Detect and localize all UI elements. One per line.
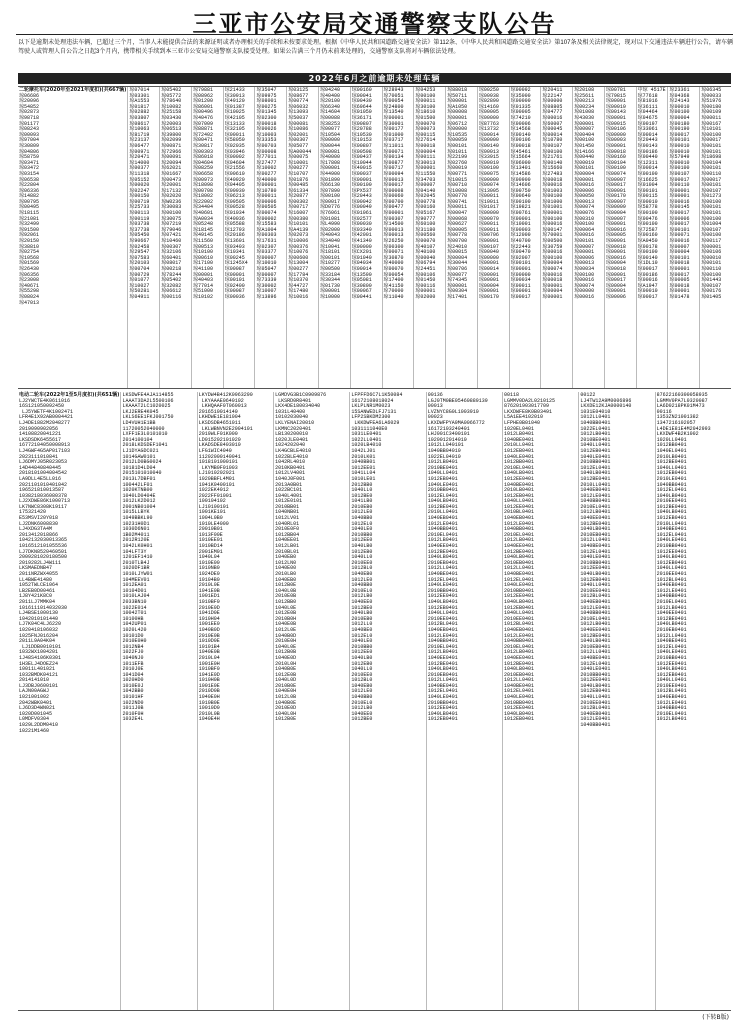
- group-heading: 电动二轮车(2022年1至5月度扣)(共651辆): [19, 392, 120, 398]
- plate-list: 琼35047 琼09975 琼08001 琼00275 琼01345 琼02300 琼00018 琼00026 琼10003 琼33353 琼00703 琼00008 琼77011 琼27477 琼10002 琼00277 琼40000 琼00001 琼10780 琼00011 琼00006 琼00505 琼00074 琼00002 琼15583 琼A1004 琼00303 琼17631 琼02307 琼03377 琼00007 琼10010 琼05047 琼00007 琼73339 琼30002 琼10007 琼13896: [256, 87, 277, 300]
- plate-list: 琼07014 琼03301 琼A1553 琼01817 琼02882 琼03807 琼08617 琼10063 琼81719 琼23137 琼06477 琼00971 琼20471 琼14000 琼00377 琼11318 琼05152 琼00020 琼02247 琼00150 琼00719 琼25733 琼00113 琼00119 琼03738 琼37738 琼05450 琼90667 琼02458 琼29547 琼07583 琼20103 琼00704 琼00729 琼01077 琼10027 琼50281 琼04911: [129, 87, 150, 300]
- plate-column: [478, 87, 510, 388]
- plate-list: 琼23361 琼04368 琼24143 琼00010 琼00100 琼00004 琼00180 琼00190 琼00017 琼00101 琼00010 琼00010 琼57949 琼00010 琼00100 琼00107 琼00017 琼00110 琼00001 琼00001 琼00016 琼00145 琼00017 琼00006 琼00017 琼00101 琼00071 琼00016 琼00007 琼00004 琼00101 琼00018 琼00001 琼00017 琼00005 琼00018 琼00001 琼01478: [669, 87, 690, 300]
- plate-list: 琼04240 琼40400 琼20100 琼66340 琼14604 琼00088 琼38253 琼00077 琼10504 琼00000 琼00044 琼00081 琼40000 琼17808 琼00001 琼44900 琼01890 琼66130 琼07890 琼00100 琼00017 琼D0776 琼76061 琼01081 琼L4990 琼02000 琼40043 琼34040 琼10041 琼18101 琼00101 琼10277 琼00500 琼33184 琼30344 琼01730 琼00001 琼10000: [320, 87, 341, 300]
- plate-list: 琼20108 琼25611 琼00213 琼00234 琼01008 琼43030 琼00001 琼00007 琼00404 琼00100 琼01450 琼14166 琼00440 琼00019 琼00101 琼00004 琼00001 琼00016 琼00006 琼00050 琼00013 琼00074 琼00076 琼00310 琼00100 琼00064 琼00016 琼00101 琼00007 琼00001 琼00006 琼00013 琼00034 琼00100 琼00016 琼00074 琼00000 琼00016: [574, 87, 595, 300]
- plate-column: [192, 87, 224, 388]
- plate-column: [350, 392, 426, 1010]
- plate-list: 琼00160 琼00041 琼00430 琼69644 琼01050 琼36171 琼00807 琼20788 琼10530 琼10153 琼00807 琼00598 琼00437 琼10044 琼40015 琼00037 琼00001 琼00100 琼PX537 琼20443 琼00042 琼00049 琼01061 琼02577 琼00030 琼03340 琼42001 琼41340 琼00000 琼CX201 琼01040 琼04034 琼00014 琼13590 琼05081 琼30800 琼00067 琼00441: [351, 87, 372, 300]
- plate-list: 00122 LJ4TW12A9M0006896 LKXDE12KJA0000140 1031E04010 1012LL0401 1040BB0401 1022EL0401 1012LB0401 2010BE0401 1040LL0401 1012EB0401 1040LE0401 2010BB0401 1012EL0401 1040LB0401 1012BE0401 2010LL0401 1040EB0401 1012LE0401 1040BB0401 2010EL0401 1012LB0401 1040EE0401 1012BE0401 1040LB0401 2010EB0401 1012LL0401 1040BE0401 1012EL0401 1040LE0401 2010BB0401 1012EE0401 1040LB0401 1012EB0401 1040LL0401 2010EE0401 1012BL0401 1040EB0401 1012LE0401 1040BB0401 2010EL0401 1012LB0401 1040EE0401 1012BE0401 1040LB0401 2010EB0401 1012LL0401 1040BE0401 1012EL0401 1040LE0401 2010BB0401 1012EE0401 1040LB0401 1012EB0401 1040LL0401 2010EE0401 1012BL0401 1040EB0401 1012LE0401 1040BB0401: [580, 392, 632, 729]
- plate-column: [541, 87, 573, 388]
- plate-list: 中琼 4517E 琼77618 琼81016 琼36111 琼04464 琼04675 琼00197 琼33061 琼00014 琼20443 琼00143 琼00186 琼00440 琼12311 琼00014 琼00100 琼16625 琼01004 琼00101 琼00115 琼00010 琼58778 琼00100 琼00476 琼00100 琼72587 琼00160 琼A0450 琼00178 琼00100 琼00140 琼1DL10 琼00017 琼00186 琼00016 琼A1947 琼00010 琼00017: [637, 87, 666, 300]
- plate-list: 琼79881 琼08962 琼01200 琼86001 琼00496 琼40476 琼07009 琼88871 琼72402 琼00471 琼30817 琼00303 琼86018 琼04604 琼08259 琼06658 琼00973 琼18098 琼00708 琼18002 琼22002 琼34404 琼40601 琼A0034 琼05248 琼18145 琼49145 琼11560 琼00513 琼10100 琼00610 琼17100 琼41100 琼00001 琼40403 琼77014 琼51000 琼10102: [192, 87, 213, 300]
- plate-list: 87622160300058935 LGMMV0PA7L0320087 LA6D0218PK01M473 00116 1353ZN21001382 1347216102057 L4DE1E81E4M2042993 LKXDWF4B2K1002 1020LL0401 1012BB0401 1040EL0401 2010LB0401 1012BE0401 1040LL0401 1012EB0401 2010LE0401 1040BB0401 1012EL0401 1040LB0401 2010EE0401 1012BE0401 1040LB0401 1012EB0401 2010LL0401 1040BE0401 1012EL0401 1040LE0401 2010BB0401 1012EE0401 1040LB0401 1012EB0401 1040LL0401 2010EE0401 1012BL0401 1040EB0401 1012LE0401 1040BB0401 2010EL0401 1012LB0401 1040EE0401 1012BE0401 1040LB0401 2010EB0401 1012LL0401 1040BE0401 1012EL0401 1040LE0401 2010BB0401 1012EE0401 1040LB0401 1012EB0401 1040LL0401 2010EE0401 1012BL0401 1040EB0401 1012LE0401 1040BB0401 2010EL0401 1012LB0401: [656, 392, 711, 723]
- plate-list: 琼00092 琼35000 琼00000 琼01335 琼00005 琼74210 琼00006 琼14568 琼00140 琼00106 琼00018 琼45461 琼15664 琼06000 琼13401 琼14586 琼00900 琼14606 琼00750 琼00640 琼00100 琼19821 琼00761 琼00001 琼10001 琼00003 琼12000 琼40700 琼22443 琼00470 琼02007 琼00101 琼00001 琼00000 琼00034 琼00011 琼00001 琼00017: [510, 87, 531, 300]
- plate-list: 琼28943 琼70051 琼00054 琼24800 琼13540 琼00001 琼30001 琼00177 琼01000 琼03717 琼11011 琼00071 琼00134 琼00877 琼00717 琼00094 琼00013 琼00017 琼00008 琼00060 琼00700 琼00477 琼00001 琼00307 琼14500 琼00013 琼00013 琼26250 琼00300 琼00071 琼30870 琼40000 琼00070 琼00054 琼17400 琼41150 琼70000 琼11040: [383, 87, 404, 300]
- plate-list: LKSDWFE4AJA114855 LAAAT3DA2L5500106 LKAAAT2LC1020025 LKJ2ERE4K045 LKLS6EE1FKJ001750 LD4VUH1E1BB 11720052040000 LXFF1E3L0101010 2014100104 2018LKDSDEF1041 LJ1DYAGDC021 1014GAW0101 2012LD0BG0024 10181D4LD04 2015101010040 2013L7DBF01 100442LF01 1020KTNB00 1040LD0404E 1012LK2D012 2001NB01004 1015LLBYK 1049BBKL90 10231H0D1 1030D6N01 1B02M4011 2012R120E 1042LK0H01 104LFT3Y 1201EF1410 2010TLB4J 1020DF1BR 1010LJYW01 104MEEV01 1012EA01 10104D01 1010LAJ04 2033BN10 1022E014 10042T01 10100HB 1042UP01 1020L420 10101D0 2010E0H0 1012NB4 1022FJ0 1040NJ0 1011EFB 2010J0E 1041D04 1020HD0 1010E0J 1042BB0 10101HF 1022ND0 1011J0B 2010F0H 1032E4L: [122, 392, 174, 723]
- title-divider: [16, 34, 733, 35]
- plate-column: [510, 87, 542, 388]
- plate-list: 琼21433 琼30913 琼49120 琼01387 琼10025 琼42105 琼13133 琼32105 琼00011 琼58050 琼02035 琼03946 琼00002 琼04604 琼21556 琼00610 琼40920 琼04405 琼00930 琼06213 琼09505 琼00528 琼01034 琼40036 琼05588 琼12793 琼20186 琼13601 琼03403 琼10341 琼00245 琼1245X4 琼00087 琼00001 琼00101 琼02400 琼00087 琼00036: [224, 87, 248, 300]
- notice-title: 三亚市公安局交通警察支队公告: [192, 10, 557, 38]
- plate-list: 琼88018 琼50711 琼00001 琼A1050 琼00008 琼00001 琼06712 琼00000 琼10535 琼00059 琼00101 琼01011 琼22199 琼02760 琼00019 琼00771 琼10015 琼00710 琼10008 琼00770 琼00741 琼00011 琼00047 琼00068 琼00627 琼00005 琼00778 琼00700 琼24010 琼00015 琼00004 琼30044 琼00706 琼00077 琼74345 琼00001 琼00304 琼17401: [447, 87, 468, 300]
- plate-column: [121, 392, 197, 1010]
- plate-column: [605, 87, 637, 388]
- plate-list: LJ2YWCTE4K0611016 16S121050092450 LJ5YWETF4K1002471 LFR4E1X92AB0004421 LJ4DE1882M2048277 2019090902056 14108820041221 LKSDSDK6455617 16772104050008913 LJ4GWF4G5AP017103 2023111010841 LJ6DMYJ05R023053 14D44840840445 2018101004004542 LA9DLL4E5LL016 2021101010401042 196521810013587 1038218036080378 LJ2XDWE86K1000713 LK7NWC8308K19117 175321420 E53MSVI20Y018 LJ2DNK6008830 LJ4XDG3TA4M 2013412018866 1042132030013365 1016512101055536 LJ7DKN8520460501 2009281020180500 2019282LJ4W111 LKSMAEDNB47 2011NRZWX4055 LL4BWE41480 1052TWLCE1064 LB2EB0D00461 1J8Y421K8C0 2011LJ7MMK04 1016111014032030 LJ4BSE1000130 1042010101440 LJ7K04C4LJ6220 1020418106032 1025FNJ016204 2011L9A04K04 LJ1DDB0010101 1032WX1004201 1J48S4106K0301 1H3ELJ4DOEZ24 10011L401021 1032BMDK04121 2014141010 LJ3DBJ0600101 LAJN00AGWJ 1021001002 2042WBK0401 LJ6D3D4WN021 1020D001045 L0MDFV0304 1029L2DDM0410 10221M1460: [19, 397, 74, 734]
- plate-column: [446, 87, 478, 388]
- plate-column: [700, 87, 731, 388]
- plate-column: [656, 392, 731, 1010]
- plate-list: 00118 LGMMV0DA2L0210125 876201903017709 LKXDWFE8K0B03491 L5A1EE4102010 LFPHE0B01040 1020EL0401 1012LB0401 1040BE0401 2010LL0401 1012EB0401 1040LE0401 1012BB0401 2010EL0401 1040LB0401 1012EE0401 1040BE0401 2010LB0401 1012EB0401 1040LL0401 1012EE0401 2010BL0401 1040EB0401 1012LE0401 1040BB0401 2010EL0401 1012LB0401 1040EE0401 1012BE0401 1040LB0401 2010EB0401 1012LL0401 1040BE0401 1012EL0401 1040LE0401 2010BB0401 1012EE0401 1040LB0401 1012EB0401 1040LL0401 2010EE0401 1012BL0401 1040EB0401 1012LE0401 1040BB0401 2010EL0401 1012LB0401 1040EE0401 1012BE0401 1040LB0401 2010EB0401 1012LL0401 1040BE0401 1012EL0401 1040LE0401 2010BB0401 1012EE0401 1040LB0401 1012EB0401: [504, 392, 556, 723]
- plate-column: [198, 392, 274, 1010]
- plate-column: [319, 87, 351, 388]
- plate-column: [383, 87, 415, 388]
- plate-list: 琼06345 琼00033 琼51976 琼00180 琼00109 琼00011 琼00167 琼10101 琼00100 琼00017 琼00101 琼00101 琼18698 琼00104 琼00101 琼00110 琼00017 琼00101 琼00107 琼01273 琼00100 琼00101 琼00101 琼00100 琼01004 琼00107 琼00100 琼00117 琼00001 琼00106 琼00010 琼00101 琼00110 琼00100 琼01443 琼00107 琼00176 琼01405: [701, 87, 722, 300]
- plate-column: [224, 87, 256, 388]
- section-title-bar: 2022年6月之前逾期未处理车辆: [18, 73, 731, 84]
- plate-list: 琼03125 琼08677 琼00774 琼06032 琼13093 琼50037 琼00081 琼10086 琼02001 琼00307 琼05077 琼A00044 琼00075 琼10001 琼00277 琼10707 琼01876 琼00485 琼61334 琼20877 琼00302 琼00717 琼16007 琼00380 琼10101 琼A4139 琼02073 琼10006 琼00376 琼10076 琼00600 琼13004 琼00277 琼17784 琼10370 琼44727 琼17480 琼10016: [288, 87, 312, 300]
- plate-column: [414, 87, 446, 388]
- plate-list: 琼06686 琼20096 琼54852 琼02873 琼98718 琼01177 琼08243 琼00093 琼97004 琼30809 琼04806 琼58759 琼03471 琼03472 琼03154 琼06538 琼22804 琼06336 琼14882 琼00795 琼00495 琼18115 琼21081 琼32499 琼91500 琼92061 琼20150 琼38810 琼02754 琼10568 琼01569 琼26430 琼06356 琼23008 琼40671 琼55298 琼08024 琼47013: [19, 92, 40, 306]
- plate-column: [160, 87, 192, 388]
- plate-column: [573, 87, 605, 388]
- plate-list: 琼00781 琼79815 琼00001 琼00010 琼00143 琼00001 琼00015 琼00106 琼00000 琼00003 琼00001 琼00018 琼00160 琼00104 琼00100 琼00074 琼00007 琼00017 琼00001 琼00170 琼00007 琼00009 琼00004 琼00007 琼00001 琼00016 琼00005 琼00001 琼00018 琼00001 琼00016 琼00004 琼00018 琼00001 琼00017 琼00004 琼00001 琼00006: [605, 87, 626, 300]
- plate-column: [668, 87, 700, 388]
- plate-list: 琼04253 琼00100 琼00011 琼30100 琼18610 琼01500 琼00070 琼00073 琼00115 琼27614 琼00018 琼00004 琼00111 琼30013 琼00001 琼11550 琼34703 琼00007 琼04140 琼02045 琼00778 琼00160 琼05167 琼90777 琼60100 琼31180 琼00560 琼00070 琼40107 琼40100 琼00040 琼06794 琼24451 琼00106 琼01450 琼00116 琼00001 琼02000: [415, 87, 436, 300]
- plate-list: 琼05402 琼05772 琼78640 琼10082 琼25158 琼03430 琼20003 琼06513 琼39800 琼02099 琼00871 琼72966 琼00091 琼20094 琼62021 琼01667 琼00473 琼20001 琼17132 琼02020 琼W0236 琼30083 琼00100 琼30075 琼07219 琼79046 琼07421 琼10460 琼00307 琼32106 琼60401 琼08017 琼00218 琼78244 琼05402 琼32082 琼06612 琼00116: [161, 87, 182, 300]
- electric-bike-list: [18, 392, 731, 1011]
- plate-column: [351, 87, 383, 388]
- plate-list: 琼00250 琼00938 琼02890 琼14160 琼00005 琼00000 琼87763 琼13732 琼00014 琼00000 琼00140 琼00013 琼33915 琼00019 琼00100 琼00075 琼00000 琼00074 琼13005 琼00011 琼10011 琼01017 琼00000 琼00070 琼00011 琼00011 琼00706 琼00001 琼00107 琼00040 琼00000 琼00001 琼00014 琼00001 琼00001 琼00004 琼00001 琼00170: [478, 87, 499, 300]
- plate-column: [255, 87, 287, 388]
- plate-column: [274, 392, 350, 1010]
- plate-list: 琼20411 琼22147 琼00000 琼08805 琼04777 琼00016 琼60007 琼00045 琼00014 琼10780 琼00107 琼00100 琼21761 琼00140 琼15660 琼27483 琼00018 琼00016 琼01003 琼00100 琼01000 琼01001 琼00001 琼00100 琼00016 琼00147 琼70001 琼00500 琼30759 琼00016 琼00100 琼00004 琼00074 琼00016 琼00018 琼00001 琼00004 琼00001: [542, 87, 563, 300]
- plate-column: [637, 87, 669, 388]
- plate-column: [427, 392, 503, 1010]
- plate-list: LFPFFD6C7L1K50084 16172108018024 LKLPLNR1M0023 15SANWEDLFJ7131 LFP2SBKDM2300 LKKDWFEA6LA6029 1031111040E0 1031LE0401 1022LL0401 1020LB4010 1042LJ01 2010LK01 1040BB01 1012EE01 1041LL04 1010LE01 2012BB0 1040LL0 1012BE0 1041LB0 2010EB0 1012LE0 1040BB0 1012EL0 1040LE0 2010BB0 1012EE0 1040LB0 1012EB0 1040LL0 2010EE0 1012BL0 1040EB0 1012LE0 1040BB0 2010EL0 1012LB0 1040EE0 1012BE0 1040LB0 2010EB0 1012LL0 1040BE0 1012EL0 1040LE0 2010BB0 1012EE0 1040LB0 1012EB0 1040LL0 2010EE0 1012BL0 1040EB0 1012LE0 1040BB0 2010EL0 1012LB0 1040EE0 1012BE0: [351, 392, 403, 723]
- plate-column: [579, 392, 655, 1010]
- group-heading: 二轮摩托车(2020年至2021年度扣)(共667辆): [19, 87, 127, 93]
- plate-column: [18, 392, 121, 1010]
- plate-list: LKYDW4B412K0963290 LKYAAAE0640102 LKHQAAF0T060013 2016510014140 LKHDWE1E181004 LKSDSDB4651011 LKLWBNVN2E2004101 2019WLF01K000 LD015202101020 LKADSDE8403010 LFG1WIC4040 11202000140041 1018101000101 LKYMB0F01003 LJ1010202021 1020BBFL4M01 1041K0400101 1022EK4012 2022FF01001 100104102 LJ10100101 1001KE101 1004L0B0 1010LE4000 20010B01 1013F00E 1010EE01 1010BD14 2001EM01 1040L04 1010E00 1010NB0 1024DE0 10104B0 2010L0E 1041E0B 1001ED1 1010BF0 2010E0D 1041D0E 1010H04 1001EE0 1040B0D 2010E0B 1010D0E 10101B4 1040E0B 2010L04 1001E0H 1010BF0 1041E0D 1010H0B 1001E0E 2010D0B 1040E0H 1010B0E 10010D0 2010L0B 1040E4H: [198, 392, 253, 723]
- two-wheel-motorcycle-list: [18, 86, 731, 389]
- plate-list: 00136 LGJ0TM0BE05460889139 00013 LVZNYC8G0L1003910 00023 LKXDWFPYA9MA0066772 16172103240401 LHJ001C3400101 1020012014010 1012LL040101 1040BB04010 1022EL04010 1012LB0401 2010BE0401 1040LL0401 1012EB0401 1040LE0401 2010BB0401 1012EL0401 1040LB0401 1012BE0401 2010LL0401 1040EB0401 1012LE0401 1040BB0401 2010EL0401 1012LB0401 1040EE0401 1012BE0401 1040LB0401 2010EB0401 1012LL0401 1040BE0401 1012EL0401 1040LE0401 2010BB0401 1012EE0401 1040LB0401 1012EB0401 1040LL0401 2010EE0401 1012BL0401 1040EB0401 1012LE0401 1040BB0401 2010EL0401 1012LB0401 1040EE0401 1012BE0401 1040LB0401 2010EB0401 1012LL0401 1040BE0401 1012EL0401 1040LE0401 2010BB0401 1012EE0401 1040LB0401 1012EB0401: [427, 392, 488, 723]
- plate-list: LGMDVG3B1C0909876 LKSRD0R8401 LKX4DE180034040 1031L40400 10102030040 LKLYENAI20010 LKMNC2020401 LB130200010 1020JLE0401 1024202040 LK4GCBLE4010 1022BLE4010 1042RL4010 2010KB0401 1012LV4001 1040J0F001 2013A0B01 1022BC101 1040L4001 1012E0101 2010BB01 1040NB01 1012LV01 1040RL01 2010E0F0 1012BB04 1040EE01 1012LB01 2010BL01 1040EB0 1012LN0 1040E00 2010LB0 1040EB0 1012B0E 1040L0B 2010E0B 1012BB0 1040L0E 1012E0B 2010B0H 1040E0B 1012L0E 1040B0D 2010E0H 1040L0E 1012B0B 1040E0D 2010L0H 1040B0E 1012E0B 1040L0D 2010B0E 1040E0H 1012L0B 1040B0E 2010E0D 1040L0H 1012B0E: [275, 392, 327, 723]
- continued-note: (下转B版): [702, 1014, 729, 1021]
- plate-column: [503, 392, 579, 1010]
- plate-column: [128, 87, 160, 388]
- plate-column: [287, 87, 319, 388]
- plate-column: [18, 87, 128, 388]
- notice-intro: 以下是逾期未处理违法车辆，已超过三个月，当事人未能提供合法的来源证明或者办理相关的手续和未按要求处理。根据《中华人民共和国道路交通安全法》第112条、《中华人民共和国道路交通安全法》第107条及相关法律规定，现对以下交通违法车辆进行公告，请车辆驾驶人或管理人自公告之日起3个月内，携带相关手续到本三亚市公安局交通警察支队接受处理。如果公告满三个月仍未前来处理的，交通警察支队将对车辆依法处理。: [18, 40, 733, 55]
